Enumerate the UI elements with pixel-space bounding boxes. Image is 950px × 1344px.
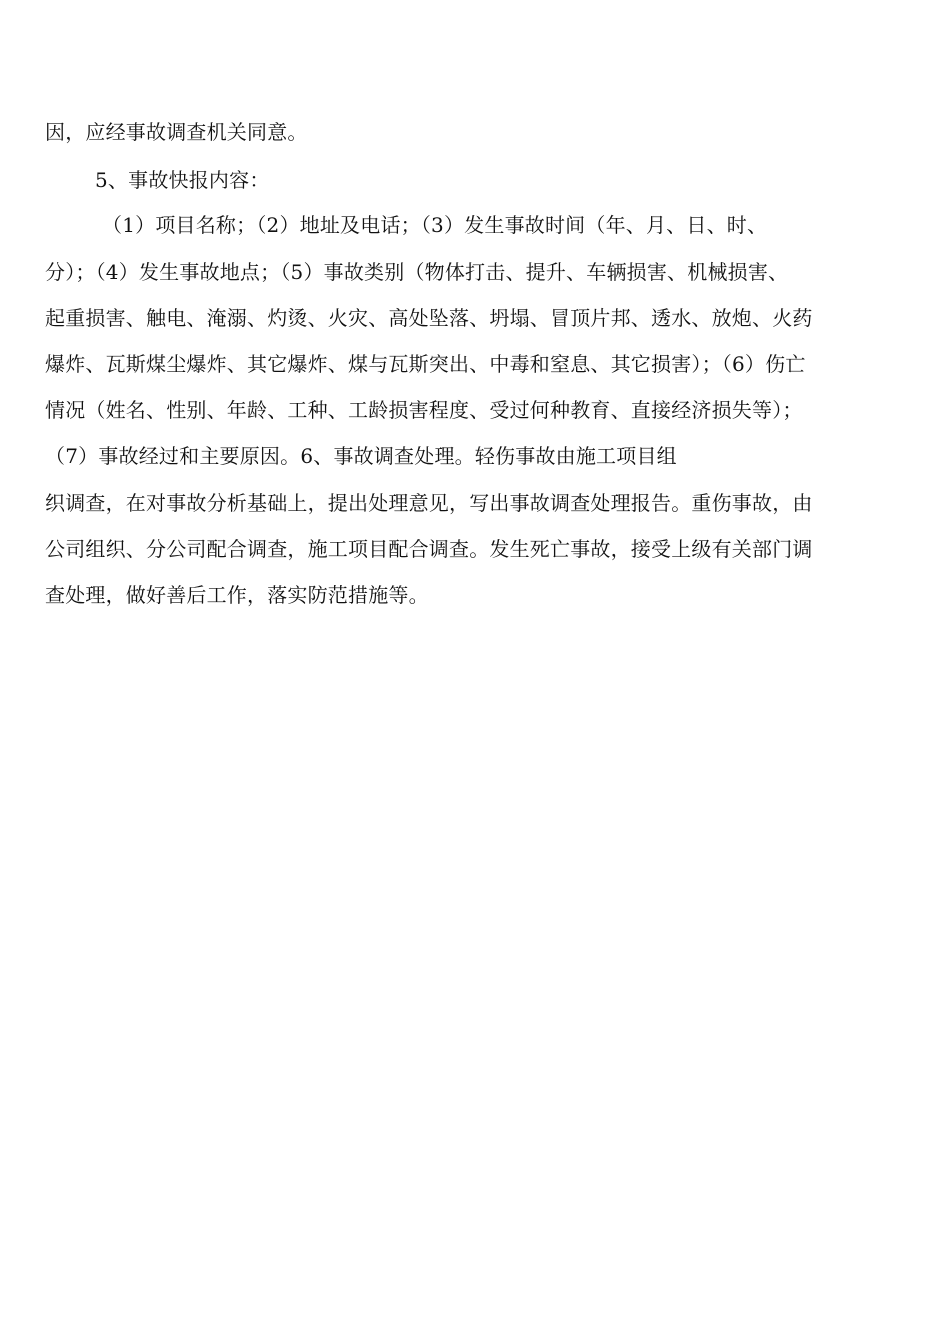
text-line: 爆炸、瓦斯煤尘爆炸、其它爆炸、煤与瓦斯突出、中毒和窒息、其它损害）；（6）伤亡 [45, 352, 806, 376]
text-line: 情况（姓名、性别、年龄、工种、工龄损害程度、受过何种教育、直接经济损失等）； [45, 398, 803, 422]
text-line: 分）；（4）发生事故地点；（5）事故类别（物体打击、提升、车辆损害、机械损害、 [45, 260, 789, 284]
text-line: 公司组织、分公司配合调查，施工项目配合调查。发生死亡事故，接受上级有关部门调 [45, 537, 813, 561]
text-line: （7）事故经过和主要原因。6、事故调查处理。轻伤事故由施工项目组 [45, 444, 677, 468]
text-line: 起重损害、触电、淹溺、灼烫、火灾、高处坠落、坍塌、冒顶片邦、透水、放炮、火药 [45, 306, 813, 330]
section-heading: 5、事故快报内容： [95, 168, 270, 192]
text-line: （1）项目名称；（2）地址及电话；（3）发生事故时间（年、月、日、时、 [102, 213, 768, 237]
text-line: 查处理，做好善后工作，落实防范措施等。 [45, 583, 429, 607]
text-line: 织调查，在对事故分析基础上，提出处理意见，写出事故调查处理报告。重伤事故，由 [45, 491, 813, 515]
text-line: 因，应经事故调查机关同意。 [45, 120, 308, 144]
